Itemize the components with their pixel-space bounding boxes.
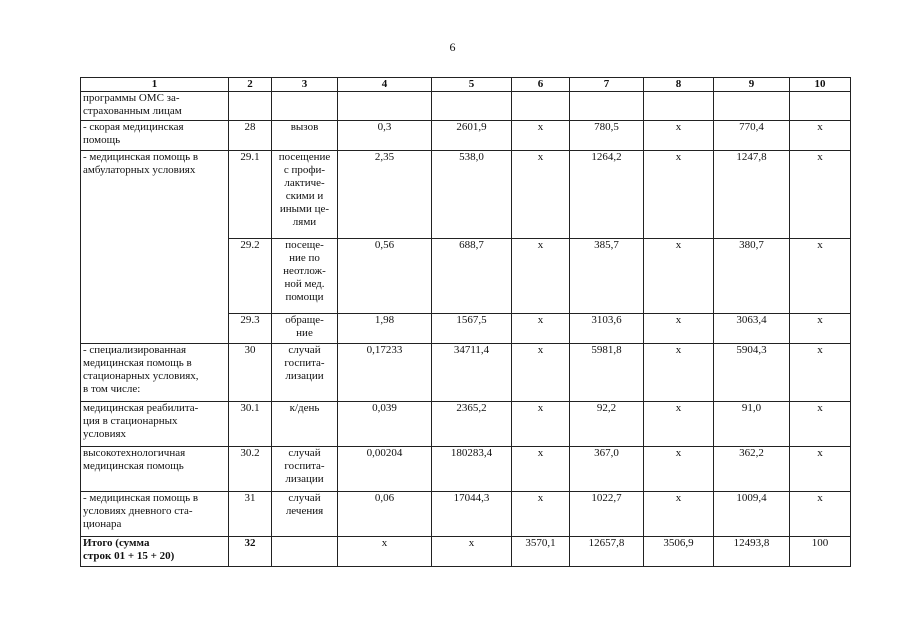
- value-cell: х: [432, 537, 512, 567]
- row-number: 29.2: [229, 239, 272, 314]
- value-cell: 367,0: [570, 447, 644, 492]
- row-number: 30: [229, 344, 272, 402]
- row-number: 30.1: [229, 402, 272, 447]
- column-header: 5: [432, 78, 512, 92]
- value-cell: 5904,3: [714, 344, 790, 402]
- total-label: Итого (сумма строк 01 + 15 + 20): [81, 537, 229, 567]
- value-cell: 3506,9: [644, 537, 714, 567]
- value-cell: х: [512, 314, 570, 344]
- column-header: 2: [229, 78, 272, 92]
- value-cell: х: [790, 344, 851, 402]
- unit-cell: к/день: [272, 402, 338, 447]
- value-cell: 3063,4: [714, 314, 790, 344]
- unit-cell: посещение с профи- лактиче- скими и иными це- лями: [272, 151, 338, 239]
- value-cell: 1567,5: [432, 314, 512, 344]
- value-cell: х: [790, 151, 851, 239]
- table-row: [81, 151, 851, 239]
- value-cell: х: [512, 402, 570, 447]
- value-cell: х: [790, 121, 851, 151]
- value-cell: х: [644, 447, 714, 492]
- value-cell: х: [512, 151, 570, 239]
- unit-cell: обраще- ние: [272, 314, 338, 344]
- value-cell: 12657,8: [570, 537, 644, 567]
- row-number: 29.1: [229, 151, 272, 239]
- row-label: - медицинская помощь в амбулаторных условиях: [81, 151, 229, 344]
- row-label: высокотехнологичная медицинская помощь: [81, 447, 229, 492]
- value-cell: х: [512, 447, 570, 492]
- value-cell: х: [512, 121, 570, 151]
- total-row: [81, 537, 851, 567]
- row-label: - медицинская помощь в условиях дневного ста- ционара: [81, 492, 229, 537]
- unit-cell: [272, 92, 338, 121]
- row-label: - специализированная медицинская помощь в стационарных условиях, в том числе:: [81, 344, 229, 402]
- value-cell: [570, 92, 644, 121]
- value-cell: х: [512, 492, 570, 537]
- value-cell: 0,039: [338, 402, 432, 447]
- value-cell: 688,7: [432, 239, 512, 314]
- value-cell: 2601,9: [432, 121, 512, 151]
- row-label: - скорая медицинская помощь: [81, 121, 229, 151]
- value-cell: х: [512, 239, 570, 314]
- value-cell: 92,2: [570, 402, 644, 447]
- value-cell: 1247,8: [714, 151, 790, 239]
- value-cell: х: [644, 314, 714, 344]
- value-cell: [790, 92, 851, 121]
- value-cell: 2,35: [338, 151, 432, 239]
- column-header: 7: [570, 78, 644, 92]
- value-cell: 1009,4: [714, 492, 790, 537]
- value-cell: х: [790, 239, 851, 314]
- table-row: [81, 447, 851, 492]
- value-cell: 0,06: [338, 492, 432, 537]
- column-header: 4: [338, 78, 432, 92]
- value-cell: 1022,7: [570, 492, 644, 537]
- row-number: 31: [229, 492, 272, 537]
- value-cell: х: [644, 402, 714, 447]
- value-cell: х: [644, 121, 714, 151]
- value-cell: 770,4: [714, 121, 790, 151]
- value-cell: 17044,3: [432, 492, 512, 537]
- column-header: 10: [790, 78, 851, 92]
- value-cell: 1264,2: [570, 151, 644, 239]
- value-cell: 1,98: [338, 314, 432, 344]
- value-cell: 3570,1: [512, 537, 570, 567]
- column-header: 3: [272, 78, 338, 92]
- column-header: 8: [644, 78, 714, 92]
- value-cell: х: [790, 492, 851, 537]
- value-cell: х: [790, 447, 851, 492]
- value-cell: 180283,4: [432, 447, 512, 492]
- value-cell: 0,00204: [338, 447, 432, 492]
- value-cell: х: [790, 402, 851, 447]
- column-header: 9: [714, 78, 790, 92]
- value-cell: 780,5: [570, 121, 644, 151]
- table-row: [81, 344, 851, 402]
- value-cell: 385,7: [570, 239, 644, 314]
- unit-cell: случай лечения: [272, 492, 338, 537]
- value-cell: [512, 92, 570, 121]
- table-row: [81, 402, 851, 447]
- value-cell: 3103,6: [570, 314, 644, 344]
- value-cell: [338, 92, 432, 121]
- value-cell: 0,3: [338, 121, 432, 151]
- unit-cell: случай госпита- лизации: [272, 447, 338, 492]
- value-cell: 0,56: [338, 239, 432, 314]
- value-cell: 91,0: [714, 402, 790, 447]
- row-number: 28: [229, 121, 272, 151]
- value-cell: 380,7: [714, 239, 790, 314]
- table-row: [81, 121, 851, 151]
- value-cell: х: [512, 344, 570, 402]
- value-cell: х: [644, 492, 714, 537]
- row-number: 32: [229, 537, 272, 567]
- row-number: [229, 92, 272, 121]
- column-header: 6: [512, 78, 570, 92]
- value-cell: х: [790, 314, 851, 344]
- value-cell: 100: [790, 537, 851, 567]
- value-cell: 12493,8: [714, 537, 790, 567]
- value-cell: 362,2: [714, 447, 790, 492]
- value-cell: х: [644, 239, 714, 314]
- row-number: 30.2: [229, 447, 272, 492]
- value-cell: х: [644, 344, 714, 402]
- table-row: [81, 492, 851, 537]
- page-number: 6: [449, 40, 456, 54]
- row-label: программы ОМС за- страхованным лицам: [81, 92, 229, 121]
- unit-cell: посеще- ние по неотлож- ной мед. помощи: [272, 239, 338, 314]
- value-cell: 34711,4: [432, 344, 512, 402]
- row-label: медицинская реабилита- ция в стационарных условиях: [81, 402, 229, 447]
- table-row: [81, 92, 851, 121]
- value-cell: [644, 92, 714, 121]
- column-header: 1: [81, 78, 229, 92]
- value-cell: х: [644, 151, 714, 239]
- unit-cell: случай госпита- лизации: [272, 344, 338, 402]
- unit-cell: вызов: [272, 121, 338, 151]
- value-cell: [714, 92, 790, 121]
- data-table: [80, 77, 851, 567]
- value-cell: 538,0: [432, 151, 512, 239]
- value-cell: 0,17233: [338, 344, 432, 402]
- unit-cell: [272, 537, 338, 567]
- row-number: 29.3: [229, 314, 272, 344]
- value-cell: 2365,2: [432, 402, 512, 447]
- value-cell: х: [338, 537, 432, 567]
- header-row: [81, 78, 851, 92]
- value-cell: [432, 92, 512, 121]
- value-cell: 5981,8: [570, 344, 644, 402]
